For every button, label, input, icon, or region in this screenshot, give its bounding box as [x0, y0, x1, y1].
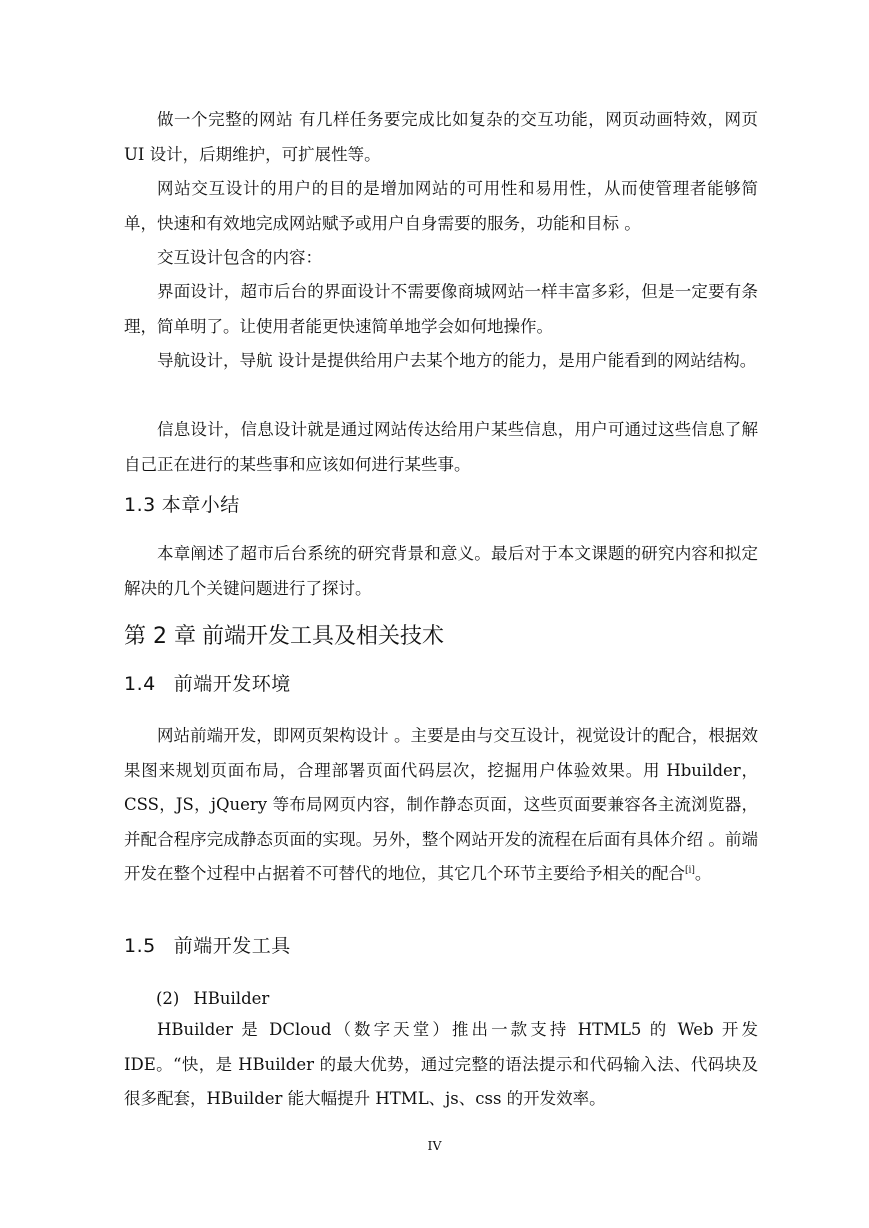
section-title: 前端开发工具	[173, 935, 291, 957]
paragraph: 导航设计，导航 设计是提供给用户去某个地方的能力，是用户能看到的网站结构。	[157, 351, 757, 370]
paragraph: 做一个完整的网站 有几样任务要完成比如复杂的交互功能，网页动画特效，网页 UI 设计，后期维护，可扩展性等。	[124, 110, 758, 164]
paragraph: 界面设计，超市后台的界面设计不需要像商城网站一样丰富多彩，但是一定要有条理，简单明了。让使用者能更快速简单地学会如何地操作。	[124, 282, 758, 336]
frontend-paragraph	[124, 719, 758, 892]
page-number: IV	[427, 1138, 442, 1153]
frontend-text: 网站前端开发，即网页架构设计 。主要是由与交互设计，视觉设计的配合，根据效果图来规划页面布局，合理部署页面代码层次，挖掘用户体验效果。用 Hbuilder，CSS，JS，jQuery 等布局网页内容，制作静态页面，这些页面要兼容各主流浏览器，并配合程序完成静态页面的实现。另外，整个网站开发的流程在后面有具体介绍 。前端开发在整个过程中占据着不可替代的地位，其它几个环节主要给予相关的配合	[124, 726, 758, 883]
hbuilder-paragraph: HBuilder 是 DCloud（数字天堂）推出一款支持 HTML5 的 Web 开发 IDE。“快，是 HBuilder 的最大优势，通过完整的语法提示和代码输入法、代码块及很多配套，HBuilder 能大幅提升 HTML、js、css 的开发效率。	[124, 1020, 758, 1108]
section-title: 本章小结	[161, 494, 240, 516]
chapter-title: 前端开发工具及相关技术	[201, 624, 444, 649]
list-item-number: (2)	[156, 989, 180, 1008]
summary-paragraph: 本章阐述了超市后台系统的研究背景和意义。最后对于本文课题的研究内容和拟定解决的几个关键问题进行了探讨。	[124, 544, 758, 598]
chapter-label: 第 2 章	[124, 624, 196, 649]
paragraph: 信息设计，信息设计就是通过网站传达给用户某些信息，用户可通过这些信息了解自己正在进行的某些事和应该如何进行某些事。	[124, 420, 758, 474]
paragraph-end: 。	[694, 864, 712, 883]
chapter-heading	[124, 622, 758, 652]
section-number: 1.5	[124, 935, 156, 957]
section-heading-1-3	[124, 492, 758, 518]
list-item	[156, 986, 269, 1012]
paragraph: 交互设计包含的内容：	[157, 248, 322, 267]
section-title: 前端开发环境	[173, 673, 291, 695]
section-number: 1.4	[124, 673, 156, 695]
section-heading-1-4	[124, 671, 758, 697]
section-heading-1-5	[124, 933, 758, 959]
section-number: 1.3	[124, 494, 156, 516]
list-item-label: HBuilder	[193, 989, 270, 1008]
citation-marker: [i]	[685, 865, 695, 876]
paragraph: 网站交互设计的用户的目的是增加网站的可用性和易用性，从而使管理者能够简单，快速和有效地完成网站赋予或用户自身需要的服务，功能和目标 。	[124, 179, 758, 233]
